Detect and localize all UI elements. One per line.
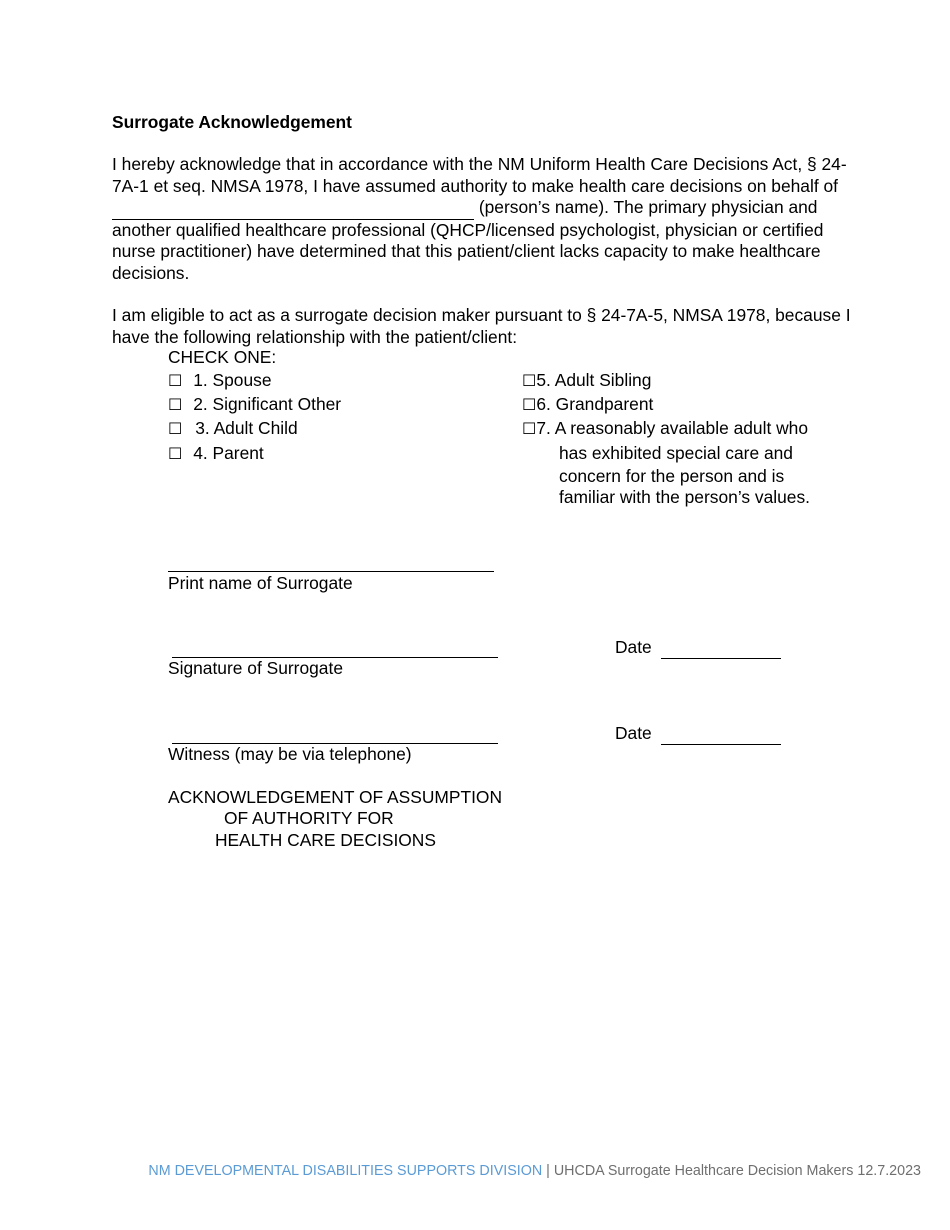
acknowledgement-heading-line-3: HEALTH CARE DECISIONS — [215, 830, 436, 850]
date-label: Date — [615, 723, 652, 743]
checkbox-adult-child[interactable]: ☐ — [168, 419, 183, 438]
option-grandparent — [522, 394, 653, 415]
option-reasonably-available-adult — [522, 418, 808, 439]
signature-date — [615, 637, 781, 659]
checkbox-significant-other[interactable]: ☐ — [168, 395, 183, 414]
option-significant-other — [168, 394, 341, 415]
checkbox-parent[interactable]: ☐ — [168, 444, 183, 463]
signature-date-blank[interactable] — [661, 637, 781, 659]
option-7-continuation-line: concern for the person and is — [559, 466, 785, 486]
check-one-label: CHECK ONE: — [168, 347, 277, 367]
page-footer — [148, 1163, 921, 1179]
paragraph-text-2: (person’s name). The primary physician and another qualified healthcare professional (QHCP/licensed psychologist, physician or certified nurse practitioner) have determined that this patient/client lacks capacity to make healthcare decisions. — [112, 197, 824, 283]
checkbox-adult-sibling[interactable]: ☐ — [522, 371, 537, 390]
option-spouse — [168, 370, 272, 391]
footer-org: NM DEVELOPMENTAL DISABILITIES SUPPORTS DIVISION — [148, 1163, 543, 1179]
option-adult-sibling-label: 5. Adult Sibling — [536, 370, 652, 390]
option-adult-child-label: 3. Adult Child — [195, 418, 298, 438]
option-spouse-label: 1. Spouse — [193, 370, 272, 390]
checkbox-spouse[interactable]: ☐ — [168, 371, 183, 390]
option-adult-child — [168, 418, 298, 439]
acknowledgement-heading-line-2: OF AUTHORITY FOR — [224, 808, 394, 828]
print-name-label: Print name of Surrogate — [168, 573, 353, 593]
date-label: Date — [615, 637, 652, 657]
witness-date-blank[interactable] — [661, 723, 781, 745]
paragraph-text-1: I hereby acknowledge that in accordance with the NM Uniform Health Care Decisions Act, § 24-7A-1 et seq. NMSA 1978, I have assumed authority to make health care decisions on behalf of — [112, 154, 847, 196]
person-name-blank[interactable] — [112, 197, 474, 220]
option-reasonably-available-adult-label: 7. A reasonably available adult who — [536, 418, 809, 438]
option-7-continuation-line: familiar with the person’s values. — [559, 487, 810, 507]
acknowledgement-heading-line-1: ACKNOWLEDGEMENT OF ASSUMPTION — [168, 787, 503, 807]
checkbox-grandparent[interactable]: ☐ — [522, 395, 537, 414]
option-grandparent-label: 6. Grandparent — [536, 394, 654, 414]
option-parent — [168, 443, 264, 464]
checkbox-reasonably-available-adult[interactable]: ☐ — [522, 419, 537, 438]
document-title: Surrogate Acknowledgement — [112, 112, 352, 132]
option-significant-other-label: 2. Significant Other — [193, 394, 342, 414]
footer-separator: | — [546, 1163, 550, 1179]
footer-doc-title: UHCDA Surrogate Healthcare Decision Makers 12.7.2023 — [553, 1163, 921, 1179]
acknowledgement-paragraph — [112, 154, 852, 284]
print-name-line[interactable] — [168, 571, 494, 572]
eligibility-paragraph: I am eligible to act as a surrogate decision maker pursuant to § 24-7A-5, NMSA 1978, because I have the following relationship with the patient/client: — [112, 305, 851, 347]
option-parent-label: 4. Parent — [193, 443, 264, 463]
witness-label: Witness (may be via telephone) — [168, 744, 412, 764]
signature-label: Signature of Surrogate — [168, 658, 343, 678]
option-7-continuation-line: has exhibited special care and — [559, 443, 793, 463]
witness-date — [615, 723, 781, 745]
option-adult-sibling — [522, 370, 651, 391]
